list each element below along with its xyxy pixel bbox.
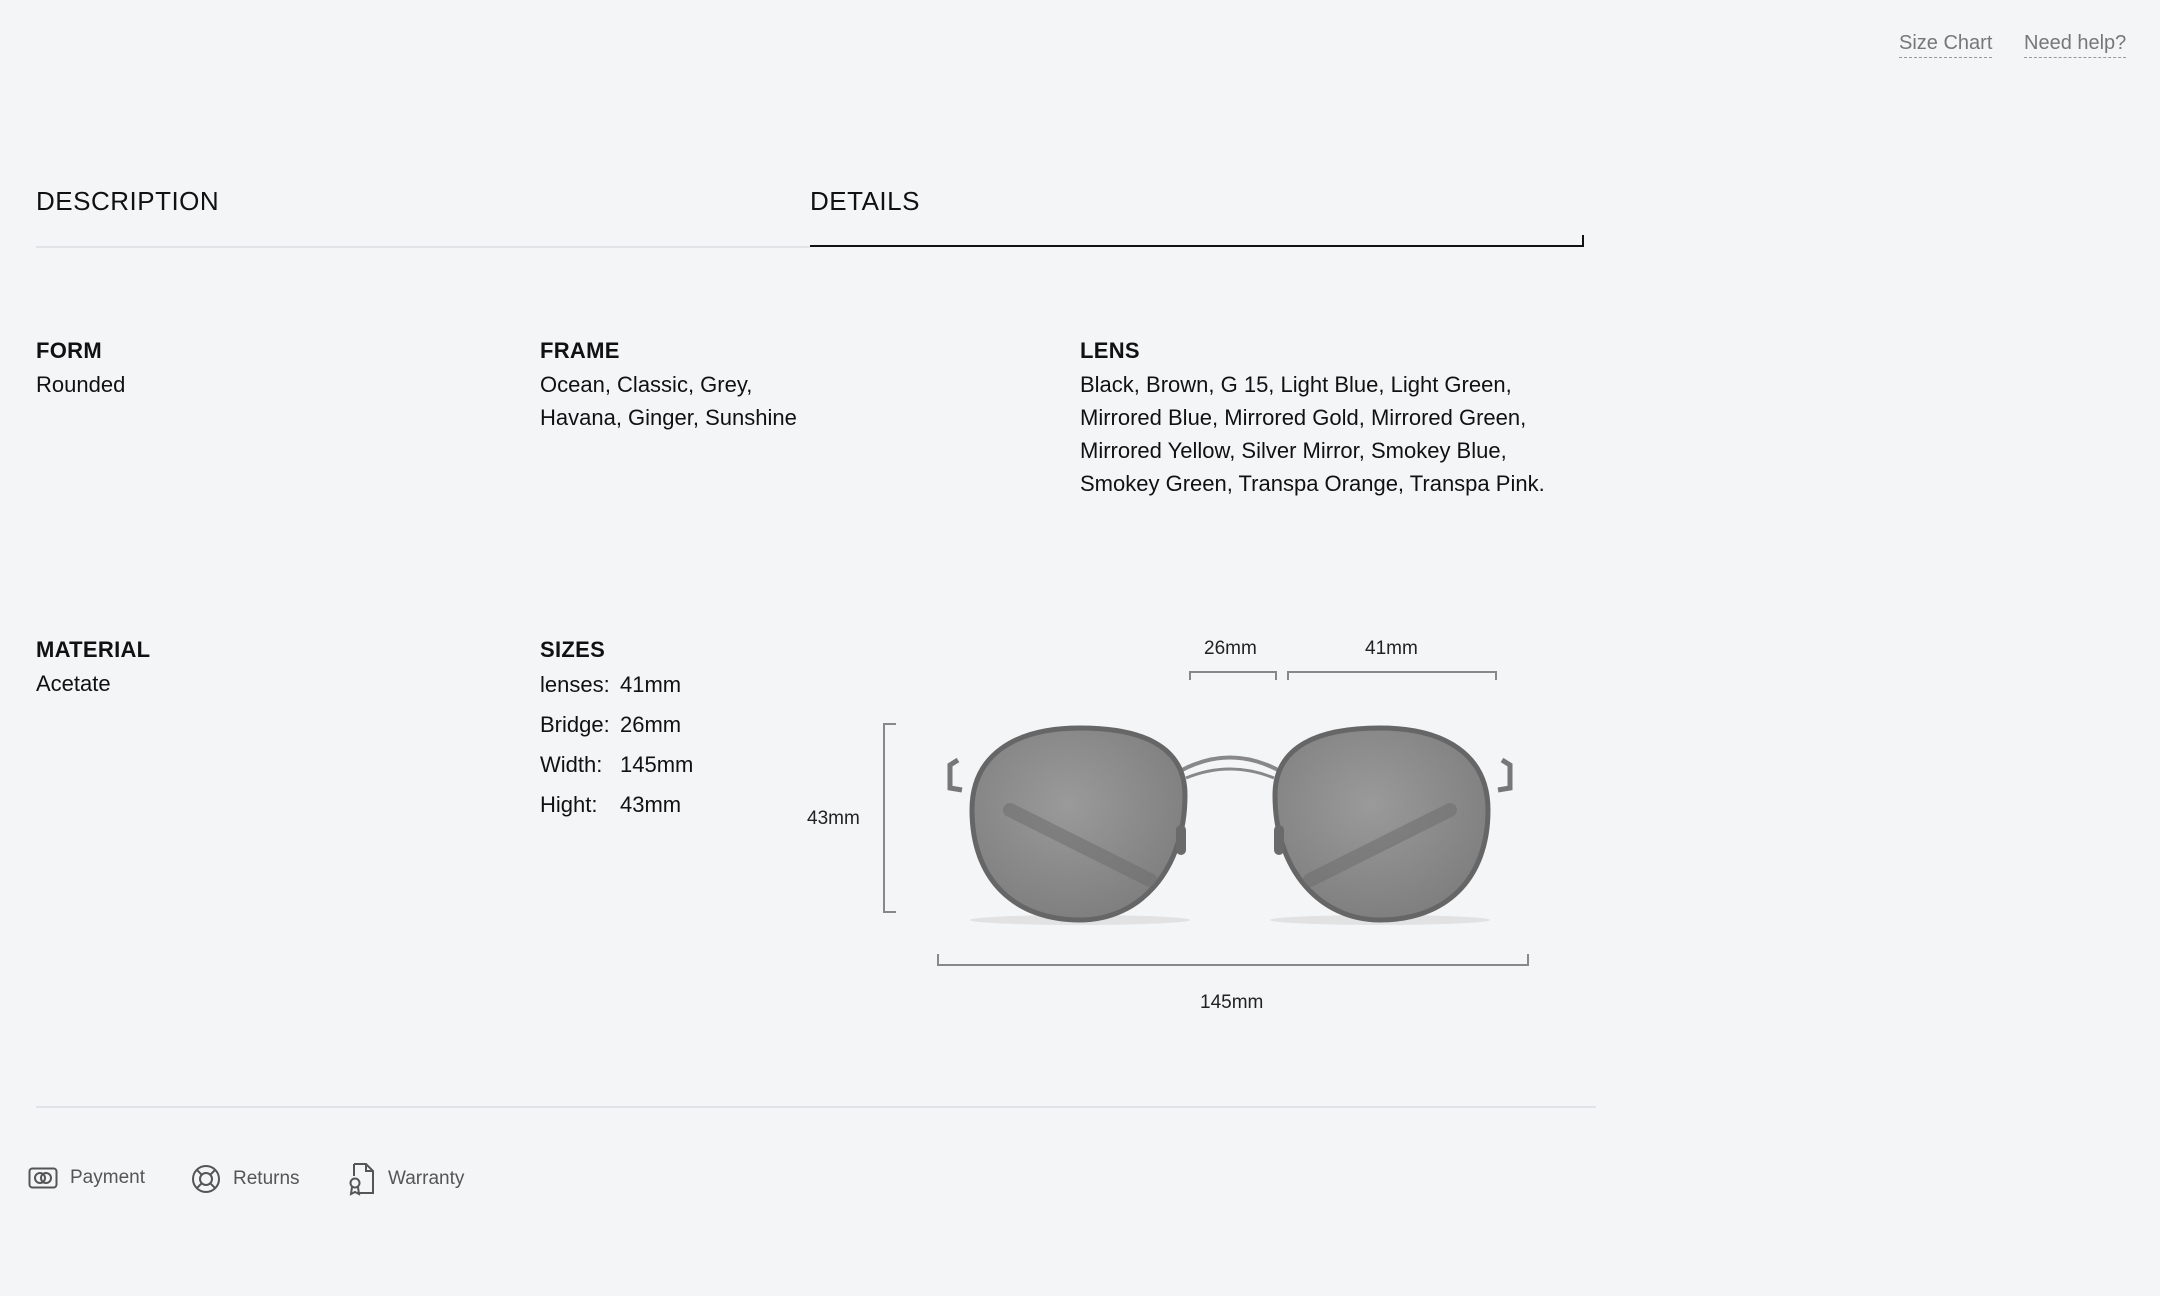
- size-value: 26mm: [620, 712, 682, 737]
- bridge-dimension-label: 26mm: [1204, 638, 1257, 659]
- size-key: lenses:: [540, 672, 610, 697]
- lifebuoy-icon: [191, 1164, 221, 1194]
- lens-value-line-3: Mirrored Yellow, Silver Mirror, Smokey Blue,: [1080, 438, 1507, 463]
- payment-icon: [28, 1166, 58, 1190]
- returns-label: Returns: [233, 1168, 300, 1189]
- need-help-link[interactable]: Need help?: [2024, 32, 2126, 58]
- material-value: Acetate: [36, 671, 111, 696]
- form-section: [36, 338, 125, 401]
- sizes-heading: SIZES: [540, 637, 606, 662]
- size-key: Hight:: [540, 792, 598, 817]
- lens-value-line-4: Smokey Green, Transpa Orange, Transpa Pink.: [1080, 471, 1545, 496]
- size-chart-link[interactable]: Size Chart: [1899, 32, 1992, 58]
- tab-underline-end: [1582, 235, 1584, 247]
- material-section: [36, 637, 150, 700]
- lens-section: [1080, 338, 1545, 500]
- lens-dimension-label: 41mm: [1365, 638, 1418, 659]
- lens-dimension-line: [1288, 672, 1496, 680]
- size-value: 41mm: [620, 672, 682, 697]
- payment-link[interactable]: [28, 1166, 145, 1190]
- payment-label: Payment: [70, 1167, 145, 1188]
- material-heading: MATERIAL: [36, 637, 151, 662]
- form-heading: FORM: [36, 338, 102, 363]
- size-row-bridge: [540, 705, 693, 745]
- warranty-link[interactable]: [348, 1162, 464, 1196]
- frame-heading: FRAME: [540, 338, 620, 363]
- sizes-section: [540, 637, 693, 825]
- warranty-document-icon: [348, 1162, 376, 1196]
- lens-value-line-1: Black, Brown, G 15, Light Blue, Light Green,: [1080, 372, 1512, 397]
- size-row-lenses: [540, 665, 693, 705]
- tab-details-underline: [810, 245, 1584, 247]
- width-dimension-line: [938, 954, 1528, 965]
- sizes-list: [540, 665, 693, 825]
- tab-description[interactable]: DESCRIPTION: [36, 186, 220, 216]
- size-value: 43mm: [620, 792, 682, 817]
- warranty-label: Warranty: [388, 1168, 465, 1189]
- frame-section: [540, 338, 797, 434]
- sunglasses-size-diagram: [790, 620, 1570, 1040]
- sunglasses-image: [950, 728, 1510, 925]
- height-dimension-label: 43mm: [807, 808, 860, 829]
- lens-heading: LENS: [1080, 338, 1140, 363]
- width-dimension-label: 145mm: [1200, 992, 1264, 1013]
- form-value: Rounded: [36, 372, 126, 397]
- size-value: 145mm: [620, 752, 694, 777]
- size-key: Bridge:: [540, 712, 610, 737]
- frame-value-line-1: Ocean, Classic, Grey,: [540, 372, 753, 397]
- size-row-height: [540, 785, 693, 825]
- returns-link[interactable]: [191, 1164, 300, 1194]
- footer-divider: [36, 1106, 1596, 1108]
- tab-description-underline: [36, 246, 810, 248]
- height-dimension-line: [884, 724, 896, 912]
- size-row-width: [540, 745, 693, 785]
- bridge-dimension-line: [1190, 672, 1276, 680]
- size-key: Width:: [540, 752, 603, 777]
- tab-details[interactable]: DETAILS: [810, 186, 920, 216]
- frame-value-line-2: Havana, Ginger, Sunshine: [540, 405, 797, 430]
- lens-value-line-2: Mirrored Blue, Mirrored Gold, Mirrored Green,: [1080, 405, 1527, 430]
